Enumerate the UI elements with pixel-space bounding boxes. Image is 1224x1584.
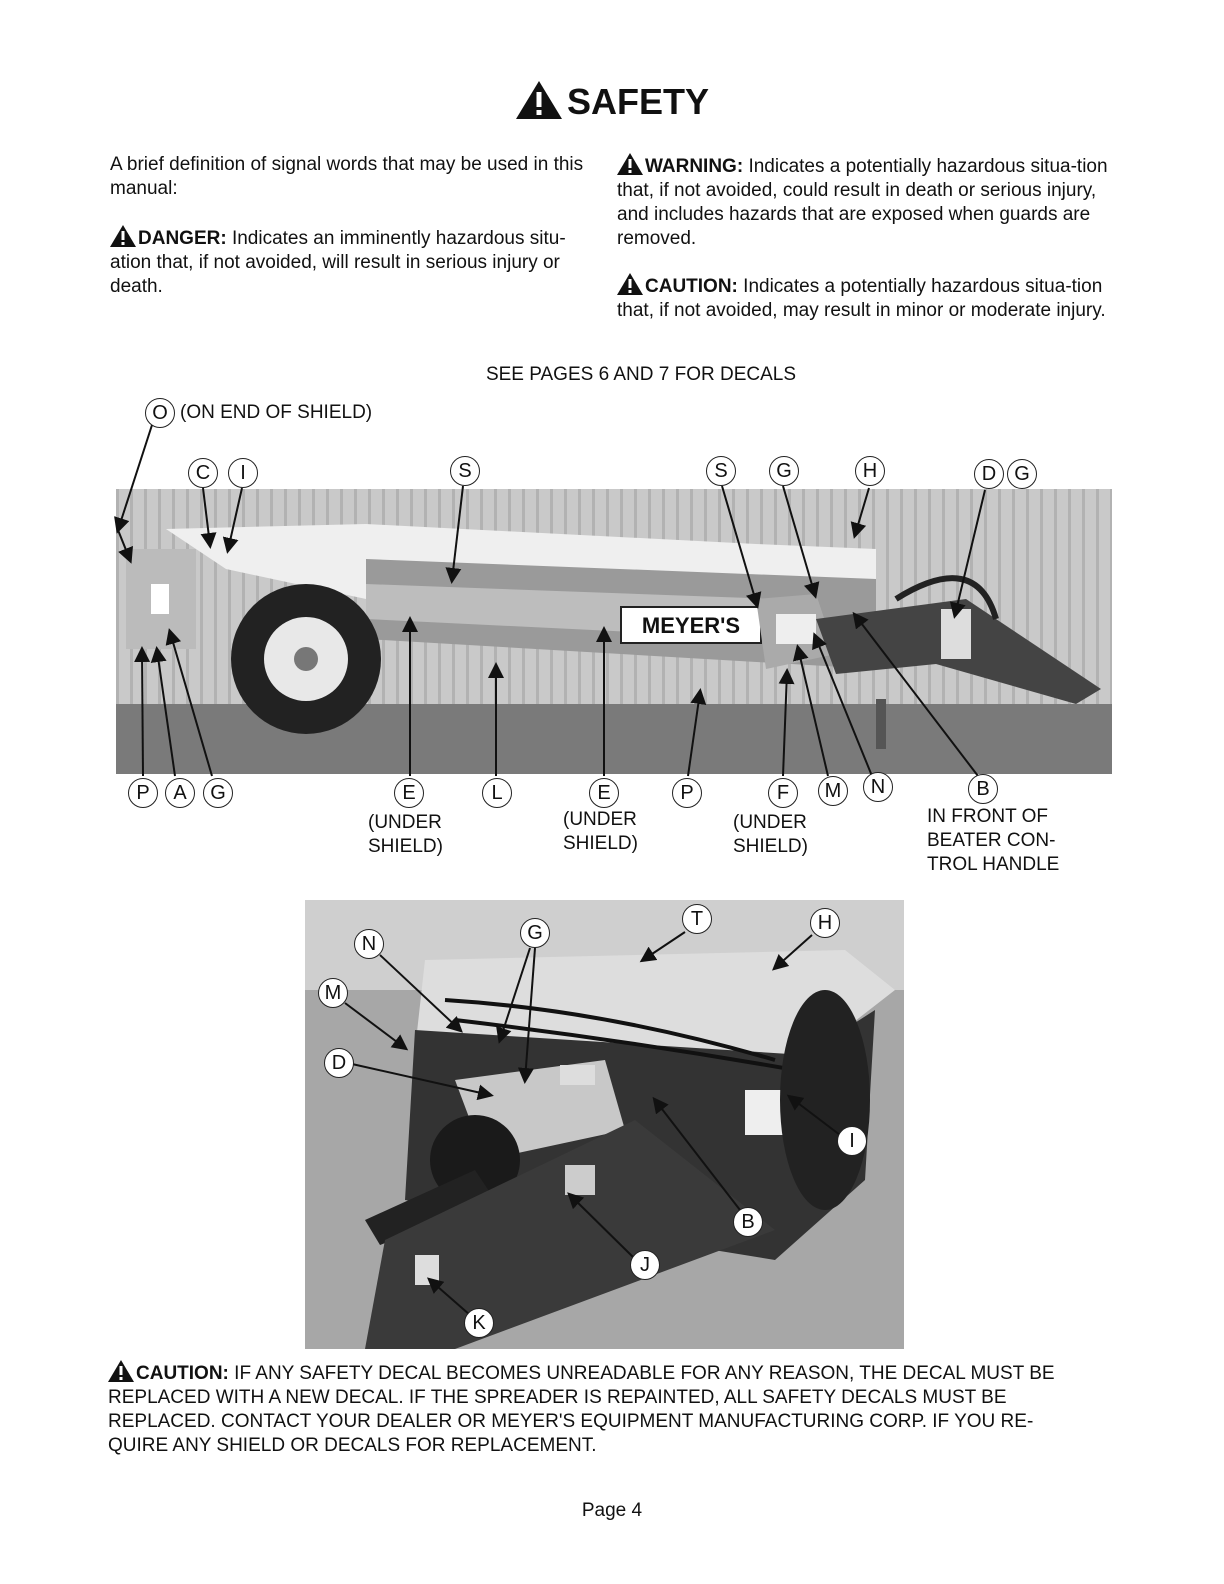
- danger-word: DANGER:: [138, 228, 227, 249]
- callout-s: S: [706, 456, 736, 486]
- callout-t: T: [682, 904, 712, 934]
- callout-c: C: [188, 458, 218, 488]
- callout-o: O: [145, 398, 175, 428]
- beater-note: IN FRONT OF BEATER CON- TROL HANDLE: [927, 806, 1060, 875]
- danger-text: Indicates an imminently hazardous situ-ation that, if not avoided, will result in serious injury or death.: [110, 228, 566, 297]
- caution-word: CAUTION:: [645, 276, 738, 297]
- callout-k: K: [464, 1308, 494, 1338]
- callout-a: A: [165, 778, 195, 808]
- callout-p: P: [128, 778, 158, 808]
- callout-d: D: [324, 1048, 354, 1078]
- brand-decal: MEYER'S: [641, 613, 741, 638]
- callout-g: G: [769, 456, 799, 486]
- callout-b: B: [968, 774, 998, 804]
- callout-e: E: [589, 778, 619, 808]
- page-title: SAFETY: [0, 80, 1224, 123]
- under-shield-label: (UNDER SHIELD): [368, 812, 443, 857]
- callout-i: I: [228, 458, 258, 488]
- callout-g: G: [520, 918, 550, 948]
- callout-d: D: [974, 459, 1004, 489]
- callout-s: S: [450, 456, 480, 486]
- callout-i: I: [837, 1126, 867, 1156]
- callout-p: P: [672, 778, 702, 808]
- bottom-caution: [108, 1360, 1088, 1458]
- callout-f: F: [768, 778, 798, 808]
- page-number: Page 4: [581, 1500, 643, 1521]
- callout-m: M: [318, 978, 348, 1008]
- shield-note: (ON END OF SHIELD): [180, 402, 373, 423]
- callout-j: J: [630, 1250, 660, 1280]
- callout-h: H: [810, 908, 840, 938]
- callout-e: E: [394, 778, 424, 808]
- callout-n: N: [354, 929, 384, 959]
- callout-n: N: [863, 772, 893, 802]
- callout-m: M: [818, 776, 848, 806]
- see-pages-note: SEE PAGES 6 AND 7 FOR DECALS: [485, 364, 797, 385]
- under-shield-label: (UNDER SHIELD): [733, 812, 808, 857]
- bottom-caution-text: IF ANY SAFETY DECAL BECOMES UNREADABLE FOR ANY REASON, THE DECAL MUST BE REPLACED WITH A NEW DECAL. IF THE SPREADER IS REPAINTED, ALL SAFETY DECALS MUST BE REPLACED. CONTACT YOUR DEALER OR MEYER'S EQUIPMENT MANUFACTURING CORP. IF YOU RE-QUIRE ANY SHIELD OR DECALS FOR REPLACEMENT.: [108, 1363, 1055, 1456]
- under-shield-label: (UNDER SHIELD): [563, 809, 638, 854]
- callout-g: G: [203, 778, 233, 808]
- intro-text: A brief definition of signal words that may be used in this manual:: [110, 154, 584, 199]
- warning-text: Indicates a potentially hazardous situa-tion that, if not avoided, could result in death or serious injury, and includes hazards that are exposed when guards are removed.: [617, 156, 1108, 249]
- warning-word: WARNING:: [645, 156, 744, 177]
- callout-l: L: [482, 778, 512, 808]
- callout-b: B: [733, 1207, 763, 1237]
- callout-g: G: [1007, 459, 1037, 489]
- caution-text: Indicates a potentially hazardous situa-tion that, if not avoided, may result in minor or moderate injury.: [617, 276, 1106, 321]
- caution-word: CAUTION:: [136, 1363, 229, 1384]
- warning-triangle-icon: [108, 1360, 134, 1382]
- callout-h: H: [855, 456, 885, 486]
